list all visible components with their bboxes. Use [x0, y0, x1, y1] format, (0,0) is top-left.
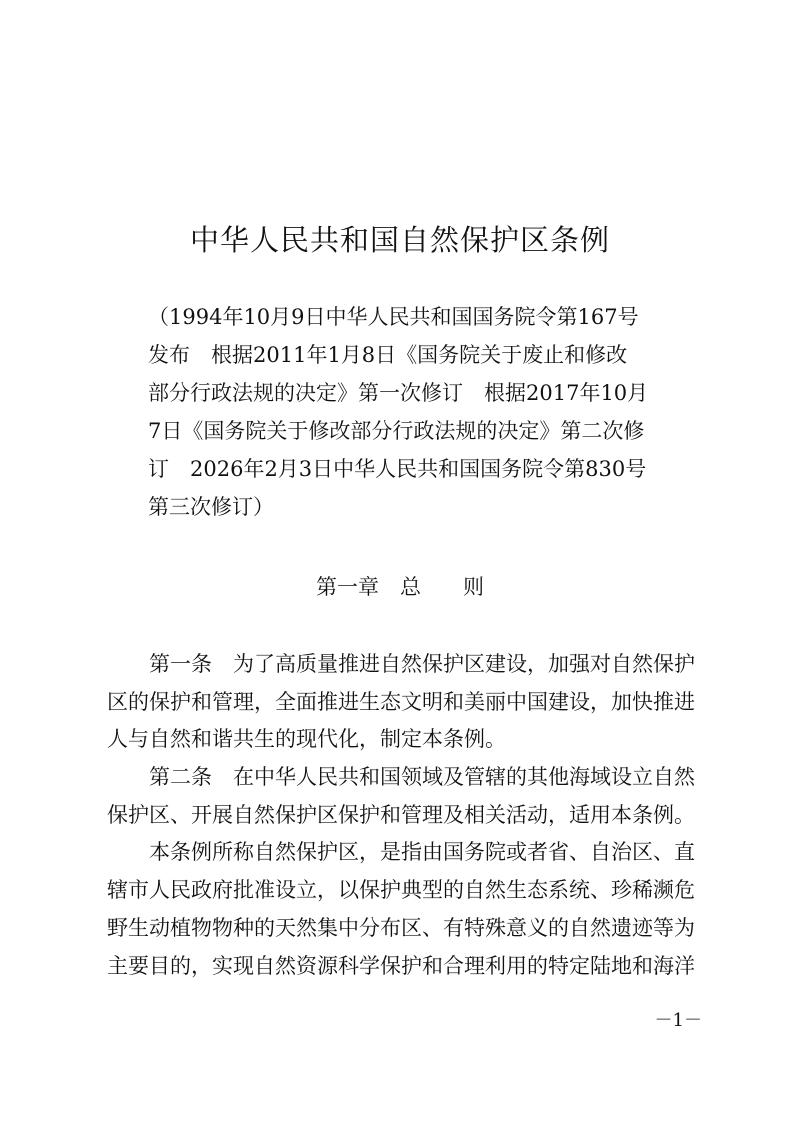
- promulgation-note-line: （1994年10月9日中华人民共和国国务院令第167号: [148, 305, 639, 329]
- document-title: 中华人民共和国自然保护区条例: [189, 223, 610, 257]
- article-line: 辖市人民政府批准设立，以保护典型的自然生态系统、珍稀濒危: [107, 878, 695, 903]
- promulgation-note: [148, 298, 668, 526]
- article-line: 区的保护和管理，全面推进生态文明和美丽中国建设，加快推进: [107, 689, 695, 714]
- promulgation-note-line: 第三次修订）: [148, 495, 274, 519]
- article-text: [107, 646, 707, 985]
- promulgation-note-line: 订 2026年2月3日中华人民共和国国务院令第830号: [148, 457, 647, 481]
- chapter-heading: 第一章 总 则: [316, 575, 484, 599]
- article-line: 本条例所称自然保护区，是指由国务院或者省、自治区、直: [107, 840, 695, 865]
- promulgation-note-line: 部分行政法规的决定》第一次修订 根据2017年10月: [148, 381, 649, 405]
- promulgation-note-line: 发布 根据2011年1月8日《国务院关于废止和修改: [148, 343, 628, 367]
- page-number: －1－: [654, 1010, 702, 1031]
- article-line: 人与自然和谐共生的现代化，制定本条例。: [107, 727, 506, 752]
- promulgation-note-line: 7日《国务院关于修改部分行政法规的决定》第二次修: [148, 419, 645, 443]
- article-line: 野生动植物物种的天然集中分布区、有特殊意义的自然遗迹等为: [107, 915, 695, 940]
- article-line: 保护区、开展自然保护区保护和管理及相关活动，适用本条例。: [107, 802, 695, 827]
- article-line: 第一条 为了高质量推进自然保护区建设，加强对自然保护: [107, 652, 695, 676]
- article-line: 主要目的，实现自然资源科学保护和合理利用的特定陆地和海洋: [107, 953, 695, 978]
- article-line: 第二条 在中华人民共和国领域及管辖的其他海域设立自然: [107, 765, 695, 790]
